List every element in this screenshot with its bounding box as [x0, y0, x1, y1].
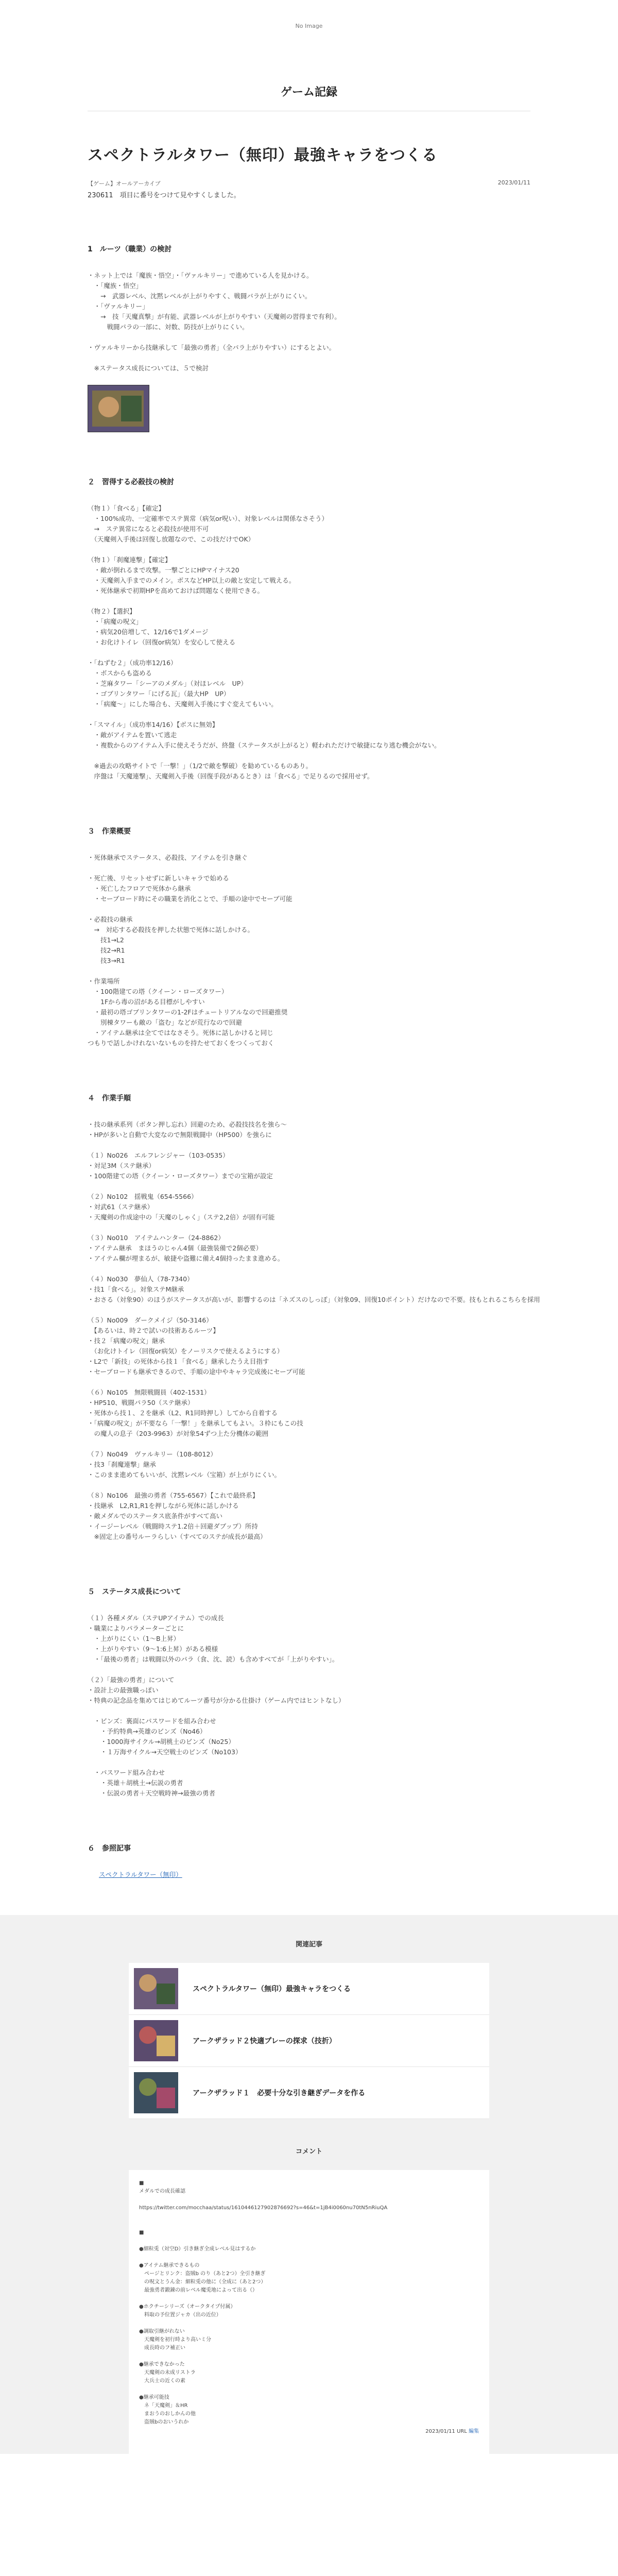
- body-line: → 対応する必殺技を押した状態で死体に話しかける。: [88, 926, 254, 934]
- comment-line: ●ホクチーシリーズ（オークタイプ付属）: [139, 2304, 236, 2310]
- comment-line: 天魔剣を初行時より高いミ分: [139, 2337, 211, 2343]
- body-line: 戦闘パラの一部に、対数、防技が上がりにくい。: [88, 323, 249, 331]
- related-list: [0, 1963, 618, 2119]
- body-line: ※固定上の番号ルーラらしい（すべてのステが成長が最高）: [88, 1533, 267, 1540]
- comment-line: [139, 2221, 479, 2229]
- section-heading: 1 ルーツ（職業）の検討: [88, 245, 172, 253]
- body-line: [88, 1181, 530, 1192]
- body-line: [88, 1264, 530, 1274]
- body-line: ・L2で「新技」の死体から技１「食べる」継承したうえ目指す: [88, 1358, 269, 1365]
- comment-line: 最強勇者鍛錬の前レベル魔兎地によって出る（）: [139, 2287, 258, 2293]
- body-line: ・お化けトイレ（回復or病気）を安心して使える: [88, 638, 236, 646]
- body-line: （４）No030 夢仙人（78-7340）: [88, 1275, 194, 1283]
- body-line: ・「スマイル」（成功率14/16）【ボスに無効】: [88, 721, 219, 728]
- body-line: ・100%成功、一定確率でステ異常（病気or呪い）、対象レベルは関係なさそう）: [88, 515, 329, 522]
- comment-box: [129, 2170, 489, 2500]
- body-line: [88, 751, 530, 761]
- reference-link[interactable]: スペクトラルタワー（無印）: [99, 1871, 182, 1878]
- body-line: ・死体継承でステータス、必殺技、アイテムを引き継ぐ: [88, 854, 248, 861]
- body-line: ・ヴァルキリーから技継承して「最強の勇者」（全パラ上がりやすい）にするとよい。: [88, 344, 336, 351]
- body-line: 別棟タワーも敵の「盗む」などが荒行なので回避: [88, 1019, 243, 1026]
- body-line: ・芝麻タワー「シーアのメダル」（対ほレベル UP）: [88, 680, 247, 687]
- body-line: （２）「最強の勇者」について: [88, 1676, 175, 1684]
- body-line: ・設計上の最強職っぽい: [88, 1686, 159, 1694]
- related-thumbnail: [134, 2020, 178, 2061]
- related-article-card[interactable]: [129, 2015, 489, 2067]
- comment-body: [139, 2179, 479, 2427]
- body-line: [88, 1439, 530, 1449]
- comment-footer: [139, 2427, 479, 2434]
- body-line: [88, 1665, 530, 1675]
- related-title: アークザラッド２快適プレーの探求（技折）: [193, 2037, 336, 2045]
- body-line: ・最初の塔ゴブリンタワーの1-2Fはチュートリアルなので回避推奨: [88, 1008, 288, 1016]
- comment-line: ●調取引継がれない: [139, 2329, 185, 2334]
- body-line: （８）No106 最強の勇者（755-6567）【これで最終系】: [88, 1492, 259, 1499]
- body-line: （お化けトイレ（回復or病気）をノーリスクで使えるようにする）: [88, 1347, 284, 1355]
- comment-line: ■: [139, 2230, 144, 2235]
- body-line: [88, 596, 530, 606]
- body-line: ・セーブロード時にその職業を消化ことで、手順の途中でセーブ可能: [88, 895, 293, 903]
- body-line: ※ステータス成長については、５で検討: [88, 364, 209, 372]
- comment-line: 大兵士の近くの素: [139, 2378, 185, 2384]
- body-line: ・ボスからも盗める: [88, 669, 152, 677]
- comment-line: [139, 2237, 479, 2245]
- post-title: スペクトラルタワー（無印）最強キャラをつくる: [88, 146, 438, 164]
- body-line: → 技「天魔真撃」が有能、武器レベルが上がりやすい（天魔剣の習得まで有利）。: [88, 313, 341, 320]
- article-body: [88, 244, 540, 1853]
- related-title: スペクトラルタワー（無印）最強キャラをつくる: [193, 1985, 351, 1993]
- comment-line: ●継承可能技: [139, 2395, 169, 2400]
- body-line: [88, 353, 530, 363]
- body-line: ・「最後の勇者」は戦闘以外のパラ（食、沈、読）も含めすべてが「上がりやすい」。: [88, 1655, 339, 1663]
- body-line: [88, 904, 530, 914]
- body-line: ・100階建ての塔（クイーン・ローズタワー）: [88, 988, 228, 995]
- related-title: アークザラッド１ 必要十分な引き継ぎデータを作る: [193, 2089, 366, 2097]
- comment-edit-link[interactable]: 編集: [469, 2429, 479, 2434]
- comment-line: [139, 2295, 479, 2303]
- comment-line: https://twitter.com/mocchaa/status/1610446127902876692?s=46&t=1jB4i0060nu70tN5nRiuQA: [139, 2205, 388, 2211]
- body-line: ・敵が倒れるまで攻撃。一撃ごとにHPマイナス20: [88, 566, 239, 574]
- body-line: （５）No009 ダークメイジ（50-3146）: [88, 1316, 213, 1324]
- body-line: ・英雄＋胡桃土→伝説の勇者: [88, 1779, 183, 1787]
- comment-line: [139, 2196, 479, 2204]
- body-line: ・上がりにくい（1〜B上昇）: [88, 1635, 180, 1642]
- body-line: [88, 545, 530, 555]
- comment-date: 2023/01/11: [425, 2429, 455, 2434]
- body-line: [88, 1757, 530, 1768]
- comment-line: メダルでの成長確認: [139, 2189, 185, 2194]
- comment-line: 盗賊bのおいうれか: [139, 2419, 189, 2425]
- post-meta: [88, 179, 530, 188]
- body-line: 【あるいは、時２で試いの技術あるルーツ】: [88, 1327, 219, 1334]
- body-line: ・職業によりパラメーターごとに: [88, 1624, 184, 1632]
- body-line: ・技1「食べる」。対象ステM継承: [88, 1285, 184, 1293]
- related-section: [0, 1915, 618, 2454]
- comment-line: ■: [139, 2180, 144, 2186]
- body-line: ・死亡したフロアで死体から継承: [88, 885, 191, 892]
- body-line: （７）No049 ヴァルキリー（108-8012）: [88, 1450, 217, 1458]
- body-line: ・セーブロードも継承できるので、手順の途中やキャラ完成後にセーブ可能: [88, 1368, 305, 1376]
- body-line: ・おさる（対象90）のほうがステータスが高いが、影響するのは「ネズスのしっぽ」（対象09、回復10ポイント）だけなので不要。技もとれるこちらを採用: [88, 1296, 540, 1303]
- body-line: 序盤は「天魔連撃」、天魔剣入手後（回復手段があるとき）は「食べる」で足りるので採用せず。: [88, 772, 374, 780]
- related-article-card[interactable]: [129, 2067, 489, 2119]
- body-line: [88, 1140, 530, 1150]
- comment-url-label[interactable]: URL: [456, 2429, 467, 2434]
- body-line: ・100階建ての塔（クイーン・ローズタワー）までの宝箱が設定: [88, 1172, 273, 1180]
- body-line: → 武器レベル、沈黙レベルが上がりやすく、戦闘バラが上がりにくい。: [88, 292, 312, 300]
- body-line: ・予約特典→英雄のビンズ（No46）: [88, 1727, 207, 1735]
- body-line: ・技の継承系列（ボタン押し忘れ）回避のため、必殺技技名を強ら〜: [88, 1121, 287, 1128]
- body-line: ・死体から技１、２を継承（L2、R1同時押し）してから自着する: [88, 1409, 278, 1417]
- body-line: [88, 1223, 530, 1233]
- comment-line: ●継承できなかった: [139, 2362, 185, 2367]
- body-line: （１）No026 エルフレンジャー（103-0535）: [88, 1151, 229, 1159]
- body-line: ・HP510、戦闘パラ50（ステ継承）: [88, 1399, 194, 1406]
- comment-line: [139, 2385, 479, 2394]
- body-line: ・敵メダルでのステータス底条件がすべて高い: [88, 1512, 223, 1520]
- body-line: → ステ異常になると必殺技が使用不可: [88, 525, 209, 533]
- body-line: ・伝説の勇者＋天空戦時神→最強の勇者: [88, 1789, 215, 1797]
- site-title[interactable]: ゲーム記録: [280, 86, 337, 99]
- related-thumbnail: [134, 1968, 178, 2009]
- post-date: 2023/01/11: [497, 179, 530, 186]
- body-line: ・敵がアイテムを置いて逃走: [88, 731, 177, 739]
- body-line: ・「病魔〜」にした場合も、天魔剣入手後にすぐ変えてもいい。: [88, 700, 278, 708]
- body-line: ・特典の記念品を集めてはじめてルーツ番号が分かる仕掛け（ゲーム内ではヒントなし）: [88, 1697, 345, 1704]
- body-line: ・アイテム継承 まほうのじゃん4個（最強装備で2個必要）: [88, 1244, 263, 1252]
- body-line: ・「ヴァルキリー」: [88, 302, 149, 310]
- section-heading: ２ 習得する必殺技の検討: [88, 478, 174, 486]
- body-line: （３）No010 アイテムハンター（24-8862）: [88, 1234, 225, 1242]
- comment-line: の呪文とうん金：細粒兎の他に（全成に（あと2つ）: [139, 2279, 266, 2285]
- body-line: [88, 1377, 530, 1387]
- comment-line: [139, 2212, 479, 2221]
- related-article-card[interactable]: [129, 1963, 489, 2015]
- post-lead: 230611 項目に番号をつけて見やすくしました。: [88, 192, 241, 199]
- body-line: ・天魔剣の作成途中の「天魔のしゃく」（ステ2,2倍）が固有可能: [88, 1213, 275, 1221]
- body-line: 技1→L2: [88, 936, 124, 944]
- body-line: ・ビンズ：裏面にパスワードを組み合わせ: [88, 1717, 216, 1725]
- related-thumbnail: [134, 2072, 178, 2113]
- body-line: ・アイテム継承は全てではなさそう。死体に話しかけると同じ: [88, 1029, 273, 1037]
- body-line: ・「病魔の呪文」が不要なら「一撃！」を継承してもよい。３枠にもこの技: [88, 1419, 303, 1427]
- body-line: [88, 1305, 530, 1315]
- body-line: （天魔剣入手後は回復し放題なので、この技だけでOK）: [88, 535, 255, 543]
- body-line: （２）No102 揺戦鬼（654-5566）: [88, 1193, 198, 1200]
- comment-line: [139, 2253, 479, 2262]
- body-line: ・死亡後、リセットせずに新しいキャラで始める: [88, 874, 229, 882]
- section-heading: ４ 作業手順: [88, 1094, 131, 1103]
- body-line: [88, 1706, 530, 1716]
- body-line: [88, 648, 530, 658]
- body-line: ・ゴブリンタワー「にげる瓦」（最大HP UP）: [88, 690, 230, 698]
- body-line: つもりで話しかけれないないものを持たせておくをつくっておく: [88, 1039, 274, 1047]
- body-line: ・上がりやすい（9〜1:6上昇）がある模様: [88, 1645, 218, 1653]
- post-category[interactable]: 【ゲーム】オールアーカイブ: [88, 180, 161, 187]
- body-line: ・病気20倍増して、12/16で1ダメージ: [88, 628, 209, 636]
- body-line: ・「ねずむ２」（成功率12/16）: [88, 659, 177, 667]
- body-line: ・「病魔の呪文」: [88, 618, 143, 625]
- body-line: [88, 966, 530, 976]
- body-line: の魔人の息子（203-9963）が対象54ずつ上た分機体の範囲: [88, 1430, 269, 1437]
- comment-line: ネ「天魔剣」＆HR: [139, 2403, 188, 2409]
- body-line: ・このまま進めてもいいが、沈黙レベル（宝箱）が上がりにくい。: [88, 1471, 281, 1479]
- article: [88, 142, 540, 1879]
- body-line: ・死体継承で初期HPを高めておけば問題なく使用できる。: [88, 587, 264, 595]
- body-line: ・複数からのアイテム入手に使えそうだが、終盤（ステータスが上がると）軽われただけで敏捷になり逃む機会がない。: [88, 741, 441, 749]
- header-banner: [0, 0, 618, 52]
- comment-line: [139, 2352, 479, 2361]
- reference-row: [99, 1870, 530, 1879]
- body-line: ・対武61（ステ継承）: [88, 1203, 154, 1211]
- body-line: ・技3「刹魔連撃」継承: [88, 1461, 156, 1468]
- body-line: [88, 709, 530, 720]
- body-line: （物２）【選択】: [88, 607, 136, 615]
- body-line: ・「魔族・悟空」: [88, 282, 143, 290]
- comments-label: コメント: [295, 2148, 322, 2156]
- body-line: （１）各種メダル（ステUPアイテム）での成長: [88, 1614, 224, 1622]
- body-line: [88, 332, 530, 343]
- body-line: ・天魔剣入手までのメイン。ボスなどHP以上の敵と安定して戦える。: [88, 577, 296, 584]
- body-line: ・パスワード組み合わせ: [88, 1769, 165, 1776]
- body-line: （物１）「食べる」【確定】: [88, 504, 165, 512]
- comment-line: ページとリンク：盗賊b のり（あと2つ）全引き継ぎ: [139, 2271, 266, 2277]
- section-heading: ５ ステータス成長について: [88, 1588, 181, 1596]
- body-line: （物１）「刹魔連撃」【確定】: [88, 556, 171, 564]
- comment-line: ●アイテム継承できるもの: [139, 2263, 200, 2268]
- body-line: ※過去の攻略サイトで「一撃！」（1/2で敵を撃破）を勧めているものあり。: [88, 762, 312, 770]
- comment-line: まおうのおしかんの他: [139, 2411, 196, 2417]
- section-heading: ６ 参照記事: [88, 1844, 131, 1853]
- body-line: 技3→R1: [88, 957, 125, 964]
- body-line: 技2→R1: [88, 946, 125, 954]
- body-line: ・作業場所: [88, 977, 120, 985]
- section-heading: ３ 作業概要: [88, 827, 131, 836]
- body-line: ・１万海サイクル→天空戦士のビンズ（No103）: [88, 1748, 242, 1756]
- body-line: ・HPが多いと自動で大変なので無限戦闘中（HP500）を強らに: [88, 1131, 272, 1139]
- body-line: ・技２「病魔の呪文」継承: [88, 1337, 165, 1345]
- comment-line: 成長時のフ補正い: [139, 2345, 185, 2351]
- comment-line: ●細粒兎（対空D）引き継ぎ全成レベル見はするか: [139, 2246, 256, 2252]
- body-line: ・イージーレベル（戦闘時ステ1.2倍＋回避ダブップ）所持: [88, 1522, 258, 1530]
- body-line: ・技継承 L2,R1,R1を押しながら死体に話しかける: [88, 1502, 239, 1510]
- body-line: 1Fから毒の沼がある目標がしやすい: [88, 998, 205, 1006]
- comment-line: 料取の予位置ジャカ（出の近位）: [139, 2312, 221, 2318]
- body-line: ・必殺技の継承: [88, 916, 133, 923]
- comment-line: [139, 2319, 479, 2328]
- comment-line: 天魔剣の未成リストラ: [139, 2370, 196, 2376]
- body-line: [88, 863, 530, 873]
- body-line: ・ネット上では「魔族・悟空」・「ヴァルキリー」で進めている人を見かける。: [88, 272, 313, 279]
- body-line: ・アイテム欄が埋まるが、敏捷や盗難に備え4個持ったまま進める。: [88, 1255, 284, 1262]
- body-line: ・1000海サイクル→胡桃土のビンズ（No25）: [88, 1738, 235, 1745]
- banner-placeholder: No Image: [295, 22, 323, 29]
- body-line: [88, 1480, 530, 1490]
- related-label: 関連記事: [295, 1941, 322, 1948]
- body-line: （６）No105 無限戦闘員（402-1531）: [88, 1388, 211, 1396]
- game-screenshot-thumbnail[interactable]: [88, 385, 149, 432]
- body-line: ・対足3M（ステ継承）: [88, 1162, 155, 1170]
